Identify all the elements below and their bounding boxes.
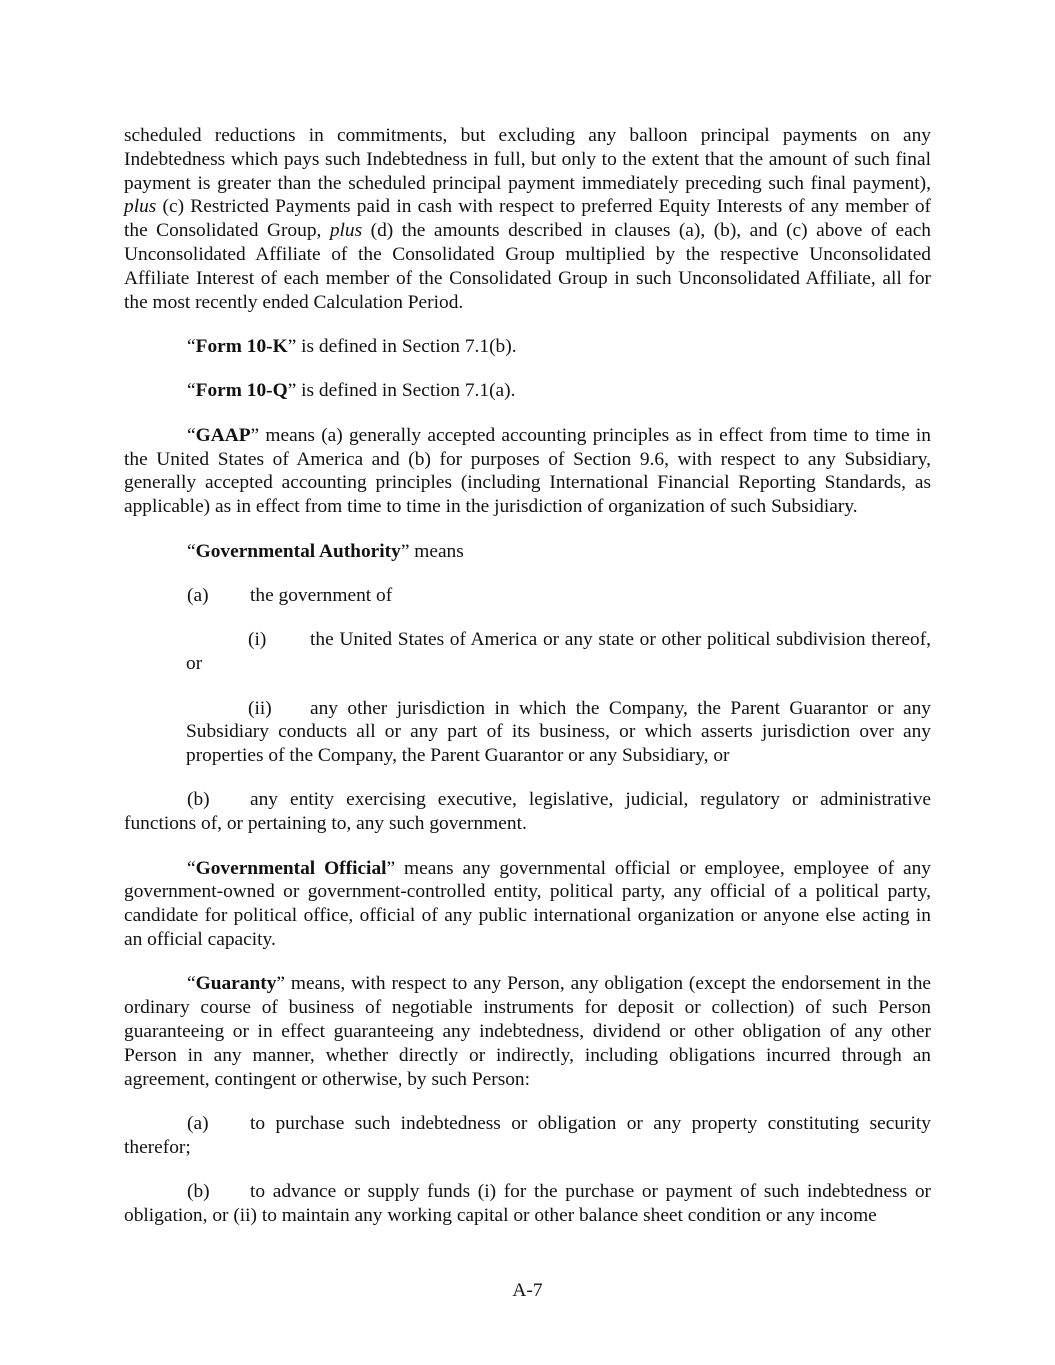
clause-label: (ii) — [248, 697, 272, 719]
page-number: A-7 — [512, 1280, 543, 1301]
defined-term: Guaranty — [195, 973, 277, 995]
definition-form-10q: “Form 10-Q” is defined in Section 7.1(a). — [187, 380, 516, 402]
subclause-ii: (ii) any other jurisdiction in which the Company, the Parent Guarantor or any Subsidiary conducts all or any part of its business, or which asserts jurisdiction over any properties of the Company, the Parent Guarantor or any Subsidiary, or — [186, 697, 931, 767]
definition-guaranty: “Guaranty” means, with respect to any Person, any obligation (except the endorsement in the ordinary course of business of negotiable instruments for deposit or collection) of such Person guaranteeing or in effect guaranteeing any indebtedness, dividend or other obligation of any other Person in any manner, whether directly or indirectly, including obligations incurred through an agreement, contingent or otherwise, by such Person: — [124, 973, 931, 1090]
emphasis-plus: plus — [124, 196, 157, 218]
clause-label: (b) — [187, 1181, 210, 1203]
definition-gaap: “GAAP” means (a) generally accepted accounting principles as in effect from time to time in the United States of America and (b) for purposes of Section 9.6, with respect to any Subsidiary, generally accepted accounting principles (including International Financial Reporting Standards, as applicable) as in effect from time to time in the jurisdiction of organization of such Subsidiary. — [124, 424, 931, 518]
definition-governmental-authority: “Governmental Authority” means — [187, 540, 464, 562]
paragraph-continuation: scheduled reductions in commitments, but excluding any balloon principal payments on any Indebtedness which pays such Indebtedness in full, but only to the extent that the amount of such final payment is greater than the scheduled principal payment immediately preceding such final payment), plus (c) Restricted Payments paid in cash with respect to preferred Equity Interests of any member of the Consolidated Group, plus (d) the amounts described in clauses (a), (b), and (c) above of each Unconsolidated Affiliate of the Consolidated Group multiplied by the respective Unconsolidated Affiliate Interest of each member of the Consolidated Group in such Unconsolidated Affiliate, all for the most recently ended Calculation Period. — [124, 125, 931, 313]
clause-a-government-of: (a) the government of — [187, 584, 393, 606]
subclause-i: (i) the United States of America or any state or other political subdivision thereof, or — [186, 629, 931, 675]
defined-term: GAAP — [195, 424, 251, 446]
clause-label: (b) — [187, 789, 210, 811]
clause-b-entity: (b) any entity exercising executive, legislative, judicial, regulatory or administrative functions of, or pertaining to, any such government. — [124, 789, 931, 835]
clause-label: (a) — [187, 1113, 209, 1135]
clause-label: (i) — [248, 629, 267, 651]
defined-term: Governmental Official — [195, 857, 387, 879]
definition-form-10k: “Form 10-K” is defined in Section 7.1(b). — [187, 335, 517, 357]
clause-label: (a) — [187, 584, 209, 606]
guaranty-clause-b: (b) to advance or supply funds (i) for the purchase or payment of such indebtedness or obligation, or (ii) to maintain any working capital or other balance sheet condition or any income — [124, 1181, 931, 1227]
guaranty-clause-a: (a) to purchase such indebtedness or obligation or any property constituting security therefor; — [124, 1113, 931, 1158]
definition-governmental-official: “Governmental Official” means any governmental official or employee, employee of any government-owned or government-controlled entity, political party, any official of a political party, candidate for political office, official of any public international organization or anyone else acting in an official capacity. — [124, 857, 931, 951]
emphasis-plus: plus — [329, 220, 363, 242]
defined-term: Form 10-Q — [195, 380, 288, 402]
document-page — [124, 124, 931, 1248]
defined-term: Governmental Authority — [195, 540, 401, 562]
defined-term: Form 10-K — [195, 335, 288, 357]
